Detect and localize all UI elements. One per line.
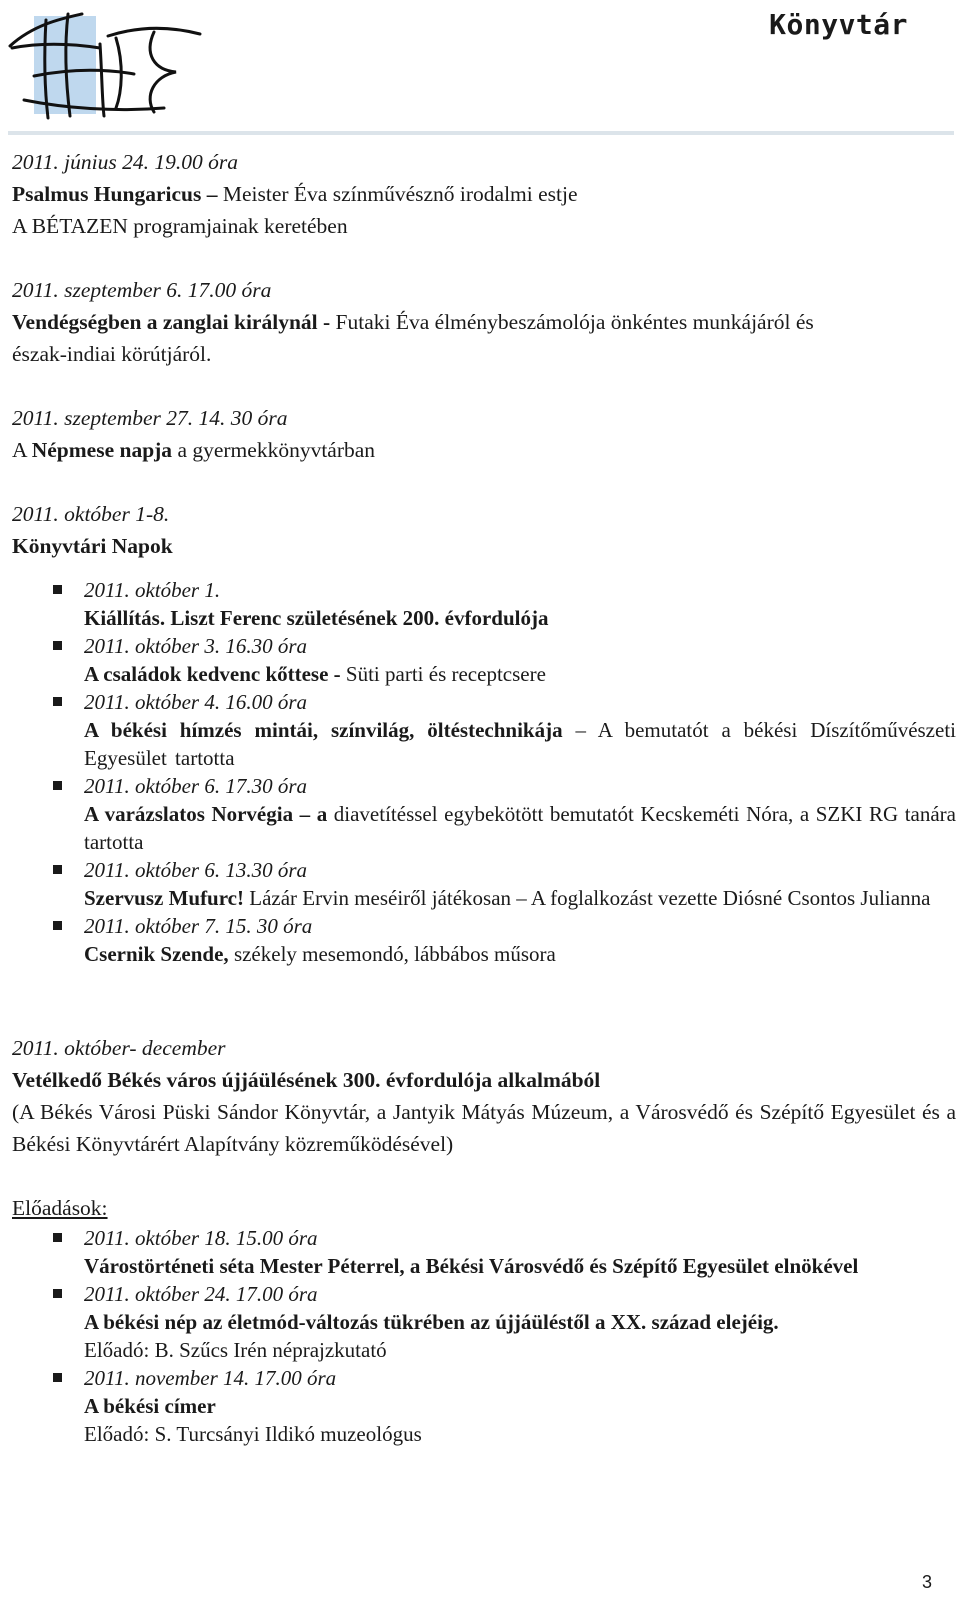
list-item: 2011. november 14. 17.00 óra A békési címer Előadó: S. Turcsányi Ildikó muzeológus xyxy=(12,1364,956,1448)
library-logo-icon xyxy=(4,4,214,128)
list-item: 2011. október 1. Kiállítás. Liszt Ferenc születésének 200. évfordulója xyxy=(12,576,956,632)
event-title: Vetélkedő Békés város újjáülésének 300. évfordulója alkalmából xyxy=(12,1068,601,1092)
bullet-icon xyxy=(53,1373,62,1382)
lectures-section xyxy=(12,1192,956,1224)
section-heading: Előadások: xyxy=(12,1196,108,1220)
event-date: 2011. szeptember 6. 17.00 óra xyxy=(12,278,272,302)
napok-list xyxy=(12,576,956,968)
list-item: 2011. október 4. 16.00 óra A békési hímzés mintái, színvilág, öltéstechnikája – A bemutatót a békési Díszítőművészeti Egyesület tartotta xyxy=(12,688,956,772)
event-note: (A Békés Városi Püski Sándor Könyvtár, a Jantyik Mátyás Múzeum, a Városvédő és Szépítő Egyesület és a Békési Könyvtárért Alapítvány közreműködésével) xyxy=(12,1100,956,1156)
page-header xyxy=(0,0,960,140)
bullet-icon xyxy=(53,1289,62,1298)
list-item: 2011. október 7. 15. 30 óra Csernik Szende, székely mesemondó, lábbábos műsora xyxy=(12,912,956,968)
list-item: 2011. október 6. 17.30 óra A varázslatos Norvégia – a diavetítéssel egybekötött bemutatót Kecskeméti Nóra, a SZKI RG tanára tartotta xyxy=(12,772,956,856)
page-number: 3 xyxy=(921,1572,932,1592)
document-body xyxy=(12,146,956,1448)
bullet-icon xyxy=(53,781,62,790)
event-date: 2011. október 1-8. xyxy=(12,502,170,526)
event-note: A BÉTAZEN programjainak keretében xyxy=(12,214,348,238)
event-note: észak-indiai körútjáról. xyxy=(12,342,212,366)
lectures-list xyxy=(12,1224,956,1448)
list-item: 2011. október 6. 13.30 óra Szervusz Mufurc! Lázár Ervin meséiről játékosan – A foglalkozást vezette Diósné Csontos Julianna xyxy=(12,856,956,912)
event-title: Vendégségben a zanglai királynál - Futaki Éva élménybeszámolója önkéntes munkájáról és xyxy=(12,310,814,334)
list-item: 2011. október 18. 15.00 óra Várostörténeti séta Mester Péterrel, a Békési Városvédő és Szépítő Egyesület elnökével xyxy=(12,1224,956,1280)
event-block xyxy=(12,274,956,370)
event-date: 2011. június 24. 19.00 óra xyxy=(12,150,238,174)
bullet-icon xyxy=(53,1233,62,1242)
list-item: 2011. október 3. 16.30 óra A családok kedvenc kőttese - Süti parti és receptcsere xyxy=(12,632,956,688)
event-block xyxy=(12,402,956,466)
event-block xyxy=(12,1032,956,1160)
bullet-icon xyxy=(53,921,62,930)
event-title: Könyvtári Napok xyxy=(12,534,173,558)
bullet-icon xyxy=(53,641,62,650)
event-date: 2011. október- december xyxy=(12,1036,226,1060)
event-block xyxy=(12,498,956,562)
event-title: A Népmese napja a gyermekkönyvtárban xyxy=(12,438,376,462)
event-title: Psalmus Hungaricus – Meister Éva színművésznő irodalmi estje xyxy=(12,182,578,206)
bullet-icon xyxy=(53,865,62,874)
list-item: 2011. október 24. 17.00 óra A békési nép az életmód-változás tükrében az újjáüléstől a XX. század elejéig. Előadó: B. Szűcs Irén néprajzkutató xyxy=(12,1280,956,1364)
event-block xyxy=(12,146,956,242)
bullet-icon xyxy=(53,697,62,706)
brand-title: Könyvtár xyxy=(769,8,908,41)
header-divider xyxy=(8,131,954,135)
bullet-icon xyxy=(53,585,62,594)
event-date: 2011. szeptember 27. 14. 30 óra xyxy=(12,406,288,430)
